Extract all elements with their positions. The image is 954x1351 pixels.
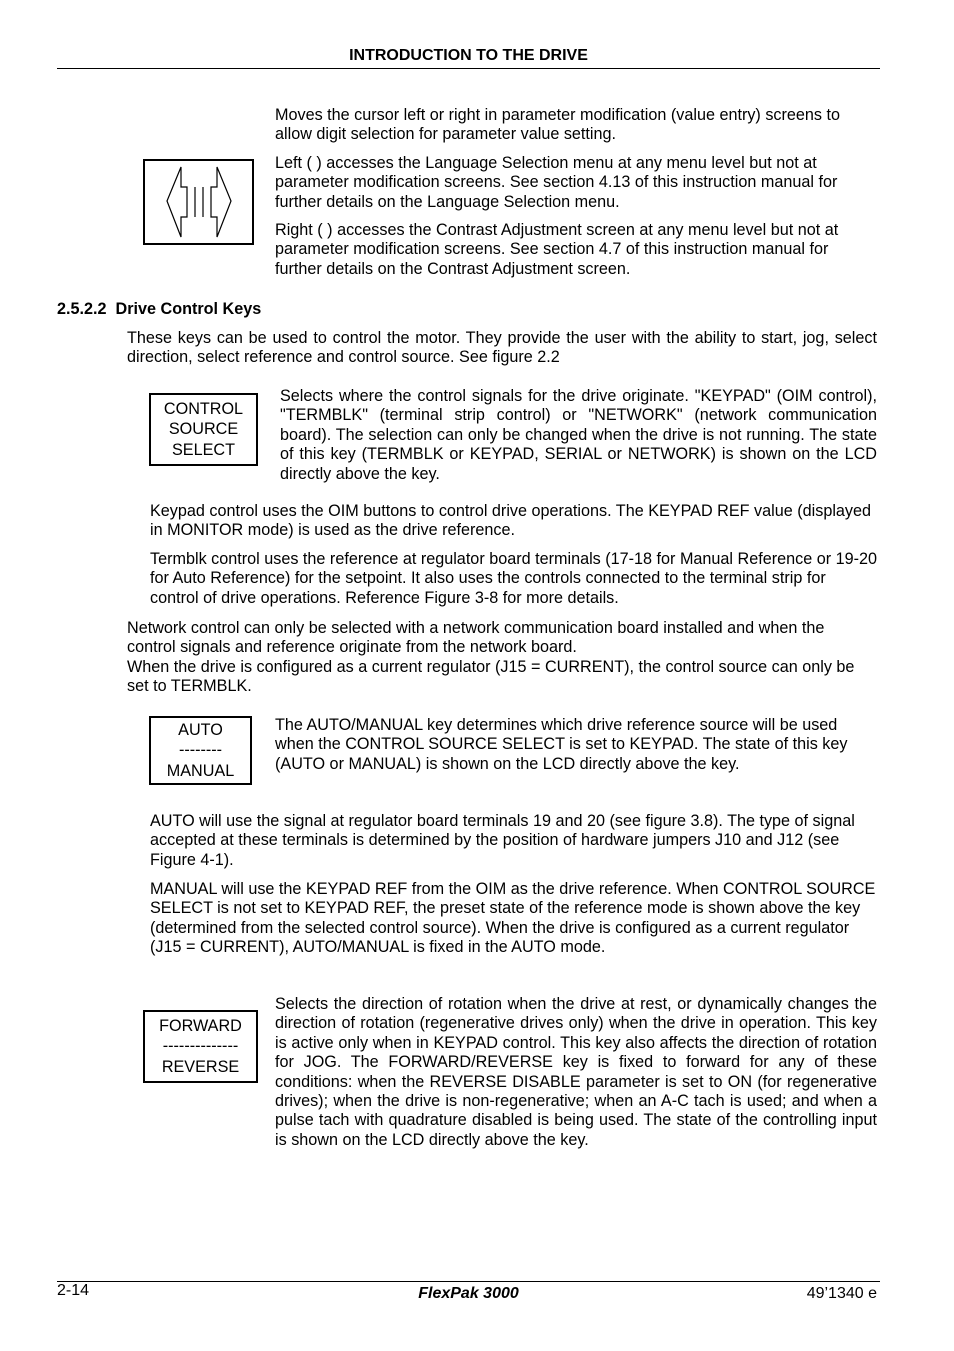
key-label-line: REVERSE: [161, 1057, 240, 1076]
key-label-line: --------------: [162, 1037, 239, 1056]
document-number: 49’1340 e: [806, 1285, 877, 1302]
key-label-line: MANUAL: [166, 761, 235, 780]
control-source-select-key: [149, 393, 258, 466]
auto-note: AUTO will use the signal at regulator board terminals 19 and 20 (see figure 3.8). The type of signal accepted at these terminals is determined by the position of hardware jumpers J10 and J12 (see Figure 4-1).: [150, 812, 855, 869]
footer-rule: [57, 1281, 880, 1282]
page-header: INTRODUCTION TO THE DRIVE: [349, 47, 588, 64]
forward-reverse-key: [143, 1010, 258, 1083]
cursor-key-right: Right ( ) accesses the Contrast Adjustment screen at any menu level but not at parameter modification screens. See section 4.7 of this instruction manual for further details on the Contrast Adjustment screen.: [275, 221, 839, 278]
forward-reverse-description: Selects the direction of rotation when the drive at rest, or dynamically changes the direction of rotation (regenerative drives only) when the drive in operation. This key is active only when in KEYPAD control. This key also affects the direction of rotation for JOG. The FORWARD/REVERSE key is fixed to forward for any of these conditions: when the REVERSE DISABLE parameter is set to ON (for regenerative drives); when the drive is non-regenerative; when an A-C tach is used; and when a pulse tach with quadrature disabled is being used. The state of the controlling input is shown on the LCD directly above the key.: [275, 995, 877, 1149]
cursor-key-box: [143, 159, 254, 245]
manual-note: MANUAL will use the KEYPAD REF from the OIM as the drive reference. When CONTROL SOURCE SELECT is not set to KEYPAD REF, the preset state of the reference mode is shown above the key (determined from the selected control source). When the drive is configured as a current regulator (J15 = CURRENT), AUTO/MANUAL is fixed in the AUTO mode.: [150, 880, 876, 957]
key-label-line: SOURCE: [168, 420, 239, 439]
key-label-line: --------: [178, 741, 223, 760]
network-control-note: Network control can only be selected with a network communication board installed and when the control signals and reference originate from the network board.: [127, 619, 825, 657]
section-intro: These keys can be used to control the motor. They provide the user with the ability to start, jog, select direction, select reference and control source. See figure 2.2: [127, 329, 877, 367]
page-number: 2-14: [57, 1282, 90, 1299]
cursor-key-left: Left ( ) accesses the Language Selection menu at any menu level but not at parameter modification screens. See section 4.13 of this instruction manual for further details on the Language Selection menu.: [275, 154, 838, 211]
key-label-line: SELECT: [172, 440, 235, 459]
section-heading: [57, 300, 261, 319]
auto-manual-description: The AUTO/MANUAL key determines which drive reference source will be used when the CONTROL SOURCE SELECT is set to KEYPAD. The state of this key (AUTO or MANUAL) is shown on the LCD directly above the key.: [275, 716, 848, 773]
termblk-control-note: Termblk control uses the reference at regulator board terminals (17-18 for Manual Reference or 19-20 for Auto Reference) for the setpoint. It also uses the controls connected to the terminal strip for control of drive operations. Reference Figure 3-8 for more details.: [150, 550, 878, 607]
section-number: 2.5.2.2: [57, 300, 107, 318]
control-source-description: Selects where the control signals for the drive originate. "KEYPAD" (OIM control), "TERMBLK" (terminal strip control) or "NETWORK" (network communication board). The selection can only be changed when the drive is not running. The state of this key (TERMBLK or KEYPAD, SERIAL or NETWORK) is shown on the LCD directly above the key.: [280, 387, 877, 483]
key-label-line: FORWARD: [159, 1016, 242, 1035]
left-right-arrow-keys-icon: [145, 161, 252, 243]
product-name: FlexPak 3000: [418, 1285, 519, 1302]
cursor-key-intro: Moves the cursor left or right in parameter modification (value entry) screens to allow digit selection for parameter value setting.: [275, 106, 840, 144]
key-label-line: CONTROL: [163, 399, 244, 418]
section-title: Drive Control Keys: [115, 300, 262, 318]
key-label-line: AUTO: [178, 720, 223, 739]
current-regulator-note: When the drive is configured as a current regulator (J15 = CURRENT), the control source can only be set to TERMBLK.: [127, 658, 855, 696]
keypad-control-note: Keypad control uses the OIM buttons to control drive operations. The KEYPAD REF value (displayed in MONITOR mode) is used as the drive reference.: [150, 502, 872, 540]
header-rule: [57, 68, 880, 69]
auto-manual-key: [149, 716, 252, 785]
